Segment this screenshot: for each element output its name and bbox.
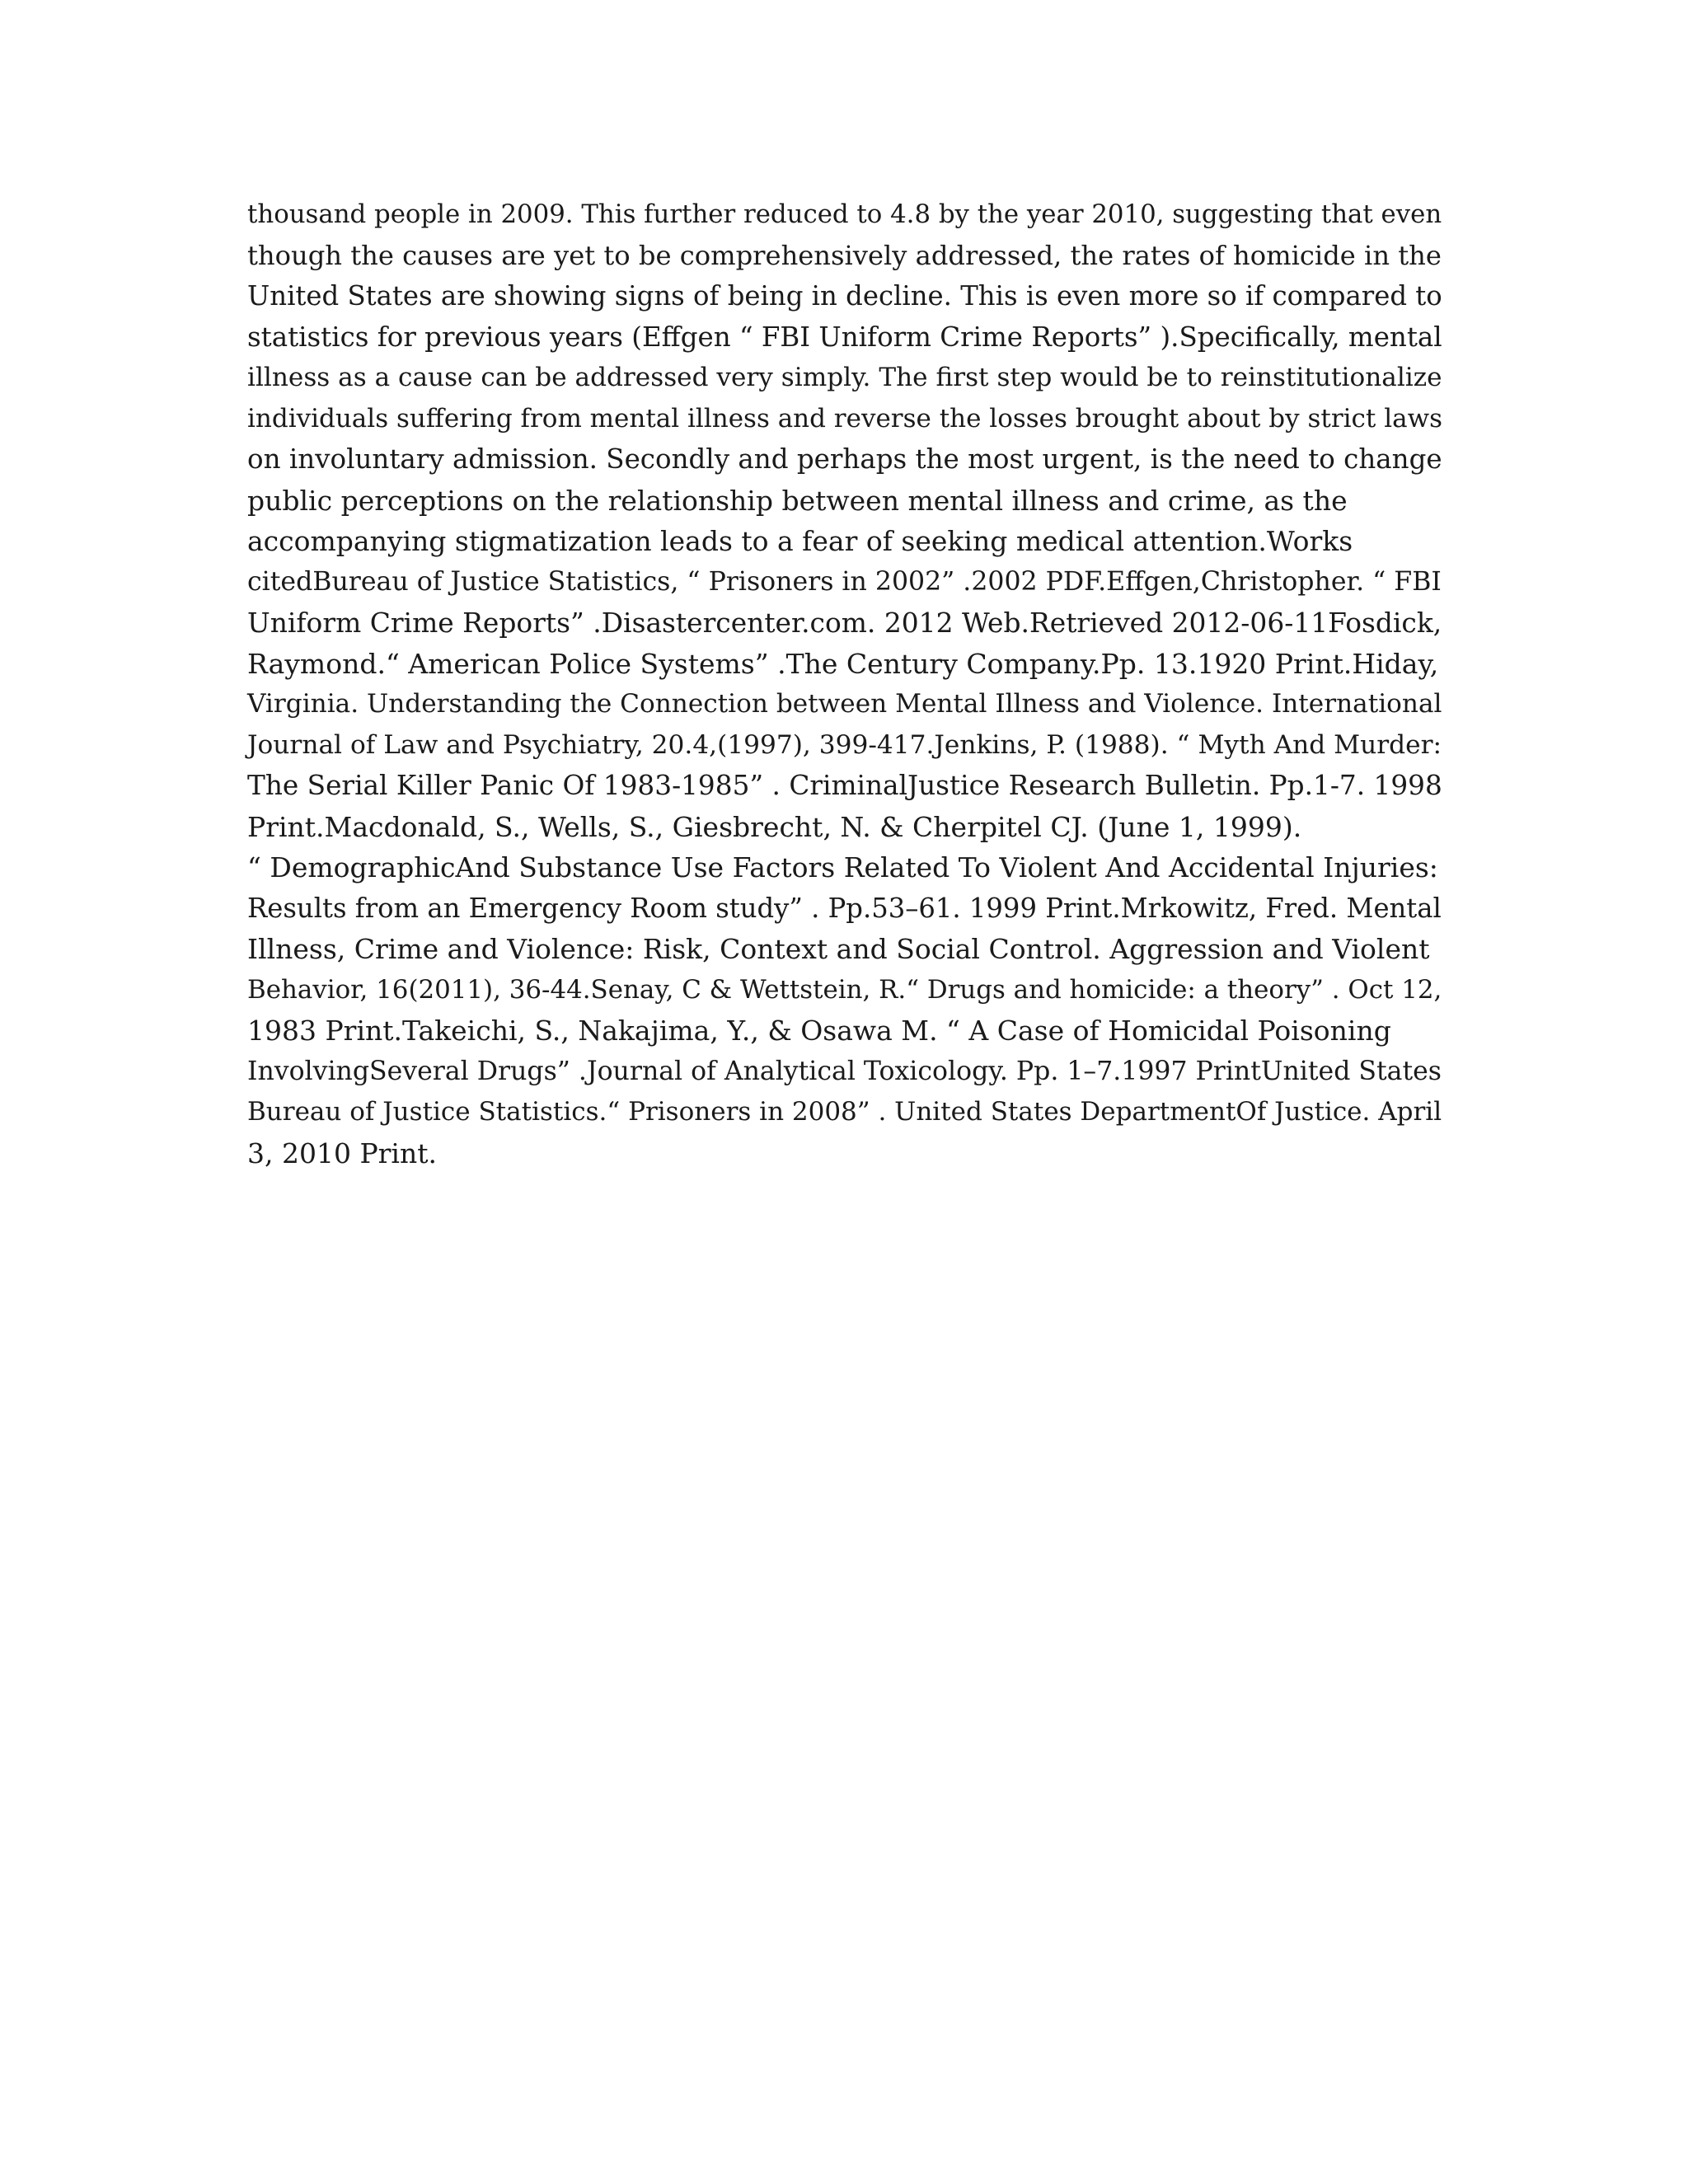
text-line: on involuntary admission. Secondly and perhaps the most urgent, is the need to change: [247, 443, 1442, 475]
text-line: individuals suffering from mental illness and reverse the losses brought about by strict laws: [247, 403, 1443, 434]
text-line: illness as a cause can be addressed very simply. The first step would be to reinstitutionalize: [247, 363, 1442, 392]
text-line: public perceptions on the relationship between mental illness and crime, as the: [247, 484, 1348, 517]
text-line: accompanying stigmatization leads to a fear of seeking medical attention.Works: [247, 525, 1353, 557]
text-line: 3, 2010 Print.: [247, 1137, 437, 1169]
text-line: statistics for previous years (Effgen “ FBI Uniform Crime Reports” ).Specifically, mental: [247, 321, 1442, 353]
text-line: 1983 Print.Takeichi, S., Nakajima, Y., & Osawa M. “ A Case of Homicidal Poisoning: [247, 1015, 1391, 1047]
text-line: Print.Macdonald, S., Wells, S., Giesbrecht, N. & Cherpitel CJ. (June 1, 1999).: [247, 810, 1302, 843]
text-line: Results from an Emergency Room study” . Pp.53–61. 1999 Print.Mrkowitz, Fred. Mental: [247, 892, 1442, 924]
text-line: The Serial Killer Panic Of 1983-1985” . CriminalJustice Research Bulletin. Pp.1-7. 1998: [247, 770, 1442, 801]
text-line: Journal of Law and Psychiatry, 20.4,(1997), 399-417.Jenkins, P. (1988). “ Myth And Murder:: [247, 729, 1442, 760]
text-line: Illness, Crime and Violence: Risk, Context and Social Control. Aggression and Violent: [247, 933, 1430, 965]
text-line: thousand people in 2009. This further reduced to 4.8 by the year 2010, suggesting that even: [247, 199, 1442, 229]
text-line: InvolvingSeveral Drugs” .Journal of Analytical Toxicology. Pp. 1–7.1997 PrintUnited States: [247, 1056, 1442, 1086]
text-line: Raymond.“ American Police Systems” .The Century Company.Pp. 13.1920 Print.Hiday,: [247, 647, 1439, 680]
body-text: [247, 194, 1442, 1174]
text-line: Uniform Crime Reports” .Disastercenter.com. 2012 Web.Retrieved 2012-06-11Fosdick,: [247, 607, 1442, 639]
text-line: though the causes are yet to be comprehensively addressed, the rates of homicide in the: [247, 239, 1442, 271]
text-line: “ DemographicAnd Substance Use Factors Related To Violent And Accidental Injuries:: [247, 851, 1438, 883]
text-line: Virginia. Understanding the Connection between Mental Illness and Violence. International: [247, 689, 1442, 719]
text-line: Bureau of Justice Statistics.“ Prisoners in 2008” . United States DepartmentOf Justice. April: [247, 1097, 1442, 1127]
text-line: Behavior, 16(2011), 36-44.Senay, C & Wettstein, R.“ Drugs and homicide: a theory” . Oct 12,: [247, 974, 1442, 1005]
text-line: United States are showing signs of being in decline. This is even more so if compared to: [247, 280, 1442, 312]
text-line: citedBureau of Justice Statistics, “ Prisoners in 2002” .2002 PDF.Effgen,Christopher. “ FBI: [247, 566, 1442, 597]
